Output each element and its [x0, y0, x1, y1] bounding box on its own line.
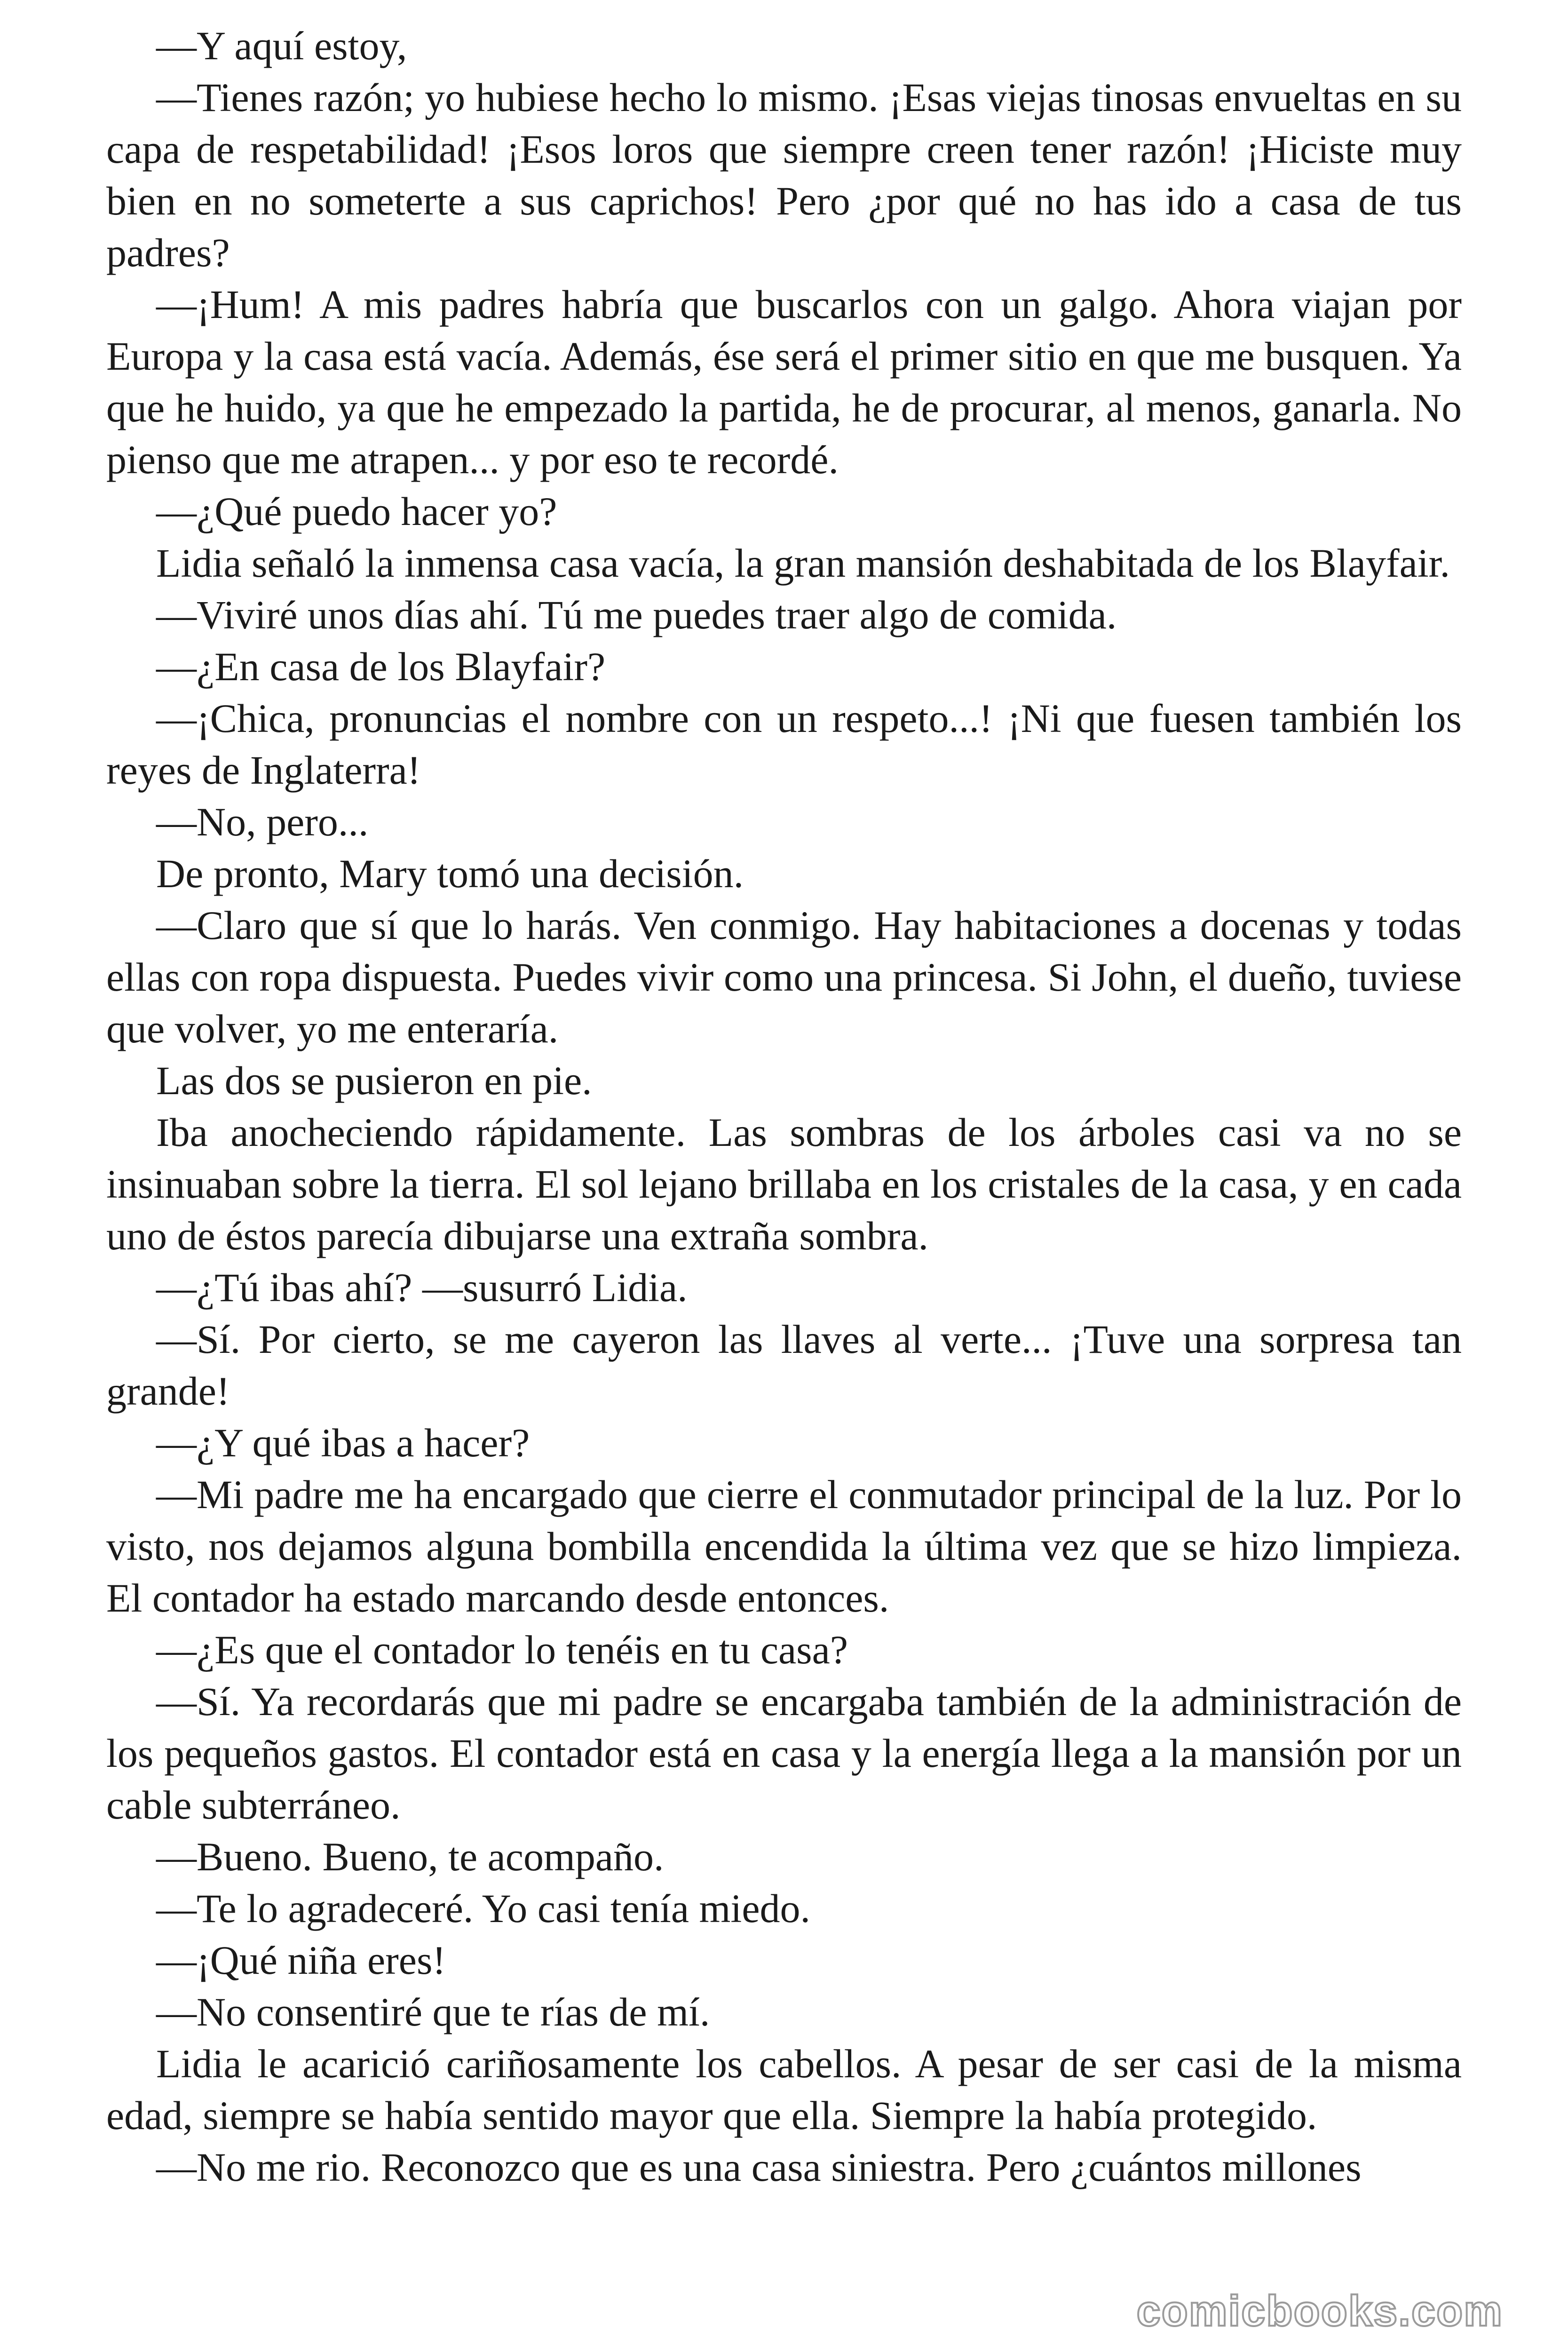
paragraph: Las dos se pusieron en pie.	[156, 1058, 592, 1103]
paragraph: —¡Qué niña eres!	[156, 1938, 446, 1983]
paragraph: Iba anocheciendo rápidamente. Las sombras de los árboles casi va no se insinuaban sobre la tierra. El sol lejano brillaba en los cristales de la casa, y en cada uno de éstos parecía dibujarse una extraña sombra.	[106, 1110, 1462, 1258]
paragraph: —Sí. Por cierto, se me cayeron las llaves al verte... ¡Tuve una sorpresa tan grande!	[106, 1317, 1462, 1414]
paragraph: De pronto, Mary tomó una decisión.	[156, 851, 744, 896]
paragraph: Lidia señaló la inmensa casa vacía, la gran mansión deshabitada de los Blayfair.	[156, 540, 1450, 586]
paragraph: —¿Y qué ibas a hacer?	[156, 1420, 530, 1465]
paragraph: —Sí. Ya recordarás que mi padre se encargaba también de la administración de los pequeños gastos. El contador está en casa y la energía llega a la mansión por un cable subterráneo.	[106, 1679, 1462, 1828]
paragraph: —¿Es que el contador lo tenéis en tu casa?	[156, 1627, 848, 1672]
paragraph: —Te lo agradeceré. Yo casi tenía miedo.	[156, 1886, 810, 1931]
paragraph: —¡Chica, pronuncias el nombre con un respeto...! ¡Ni que fuesen también los reyes de Inglaterra!	[106, 696, 1462, 793]
paragraph: —Claro que sí que lo harás. Ven conmigo. Hay habitaciones a docenas y todas ellas con ropa dispuesta. Puedes vivir como una princesa. Si John, el dueño, tuviese que volver, yo me enteraría.	[106, 903, 1462, 1051]
watermark: comicbooks.com	[1136, 2287, 1503, 2335]
paragraph: —No me rio. Reconozco que es una casa siniestra. Pero ¿cuántos millones	[156, 2145, 1362, 2190]
paragraph: —Tienes razón; yo hubiese hecho lo mismo. ¡Esas viejas tinosas envueltas en su capa de respetabilidad! ¡Esos loros que siempre creen tener razón! ¡Hiciste muy bien en no someterte a sus caprichos! Pero ¿por qué no has ido a casa de tus padres?	[106, 75, 1462, 275]
paragraph: —No, pero...	[156, 799, 369, 844]
paragraph: —No consentiré que te rías de mí.	[156, 1989, 710, 2034]
paragraph: —Mi padre me ha encargado que cierre el conmutador principal de la luz. Por lo visto, nos dejamos alguna bombilla encendida la última vez que se hizo limpieza. El contador ha estado marcando desde entonces.	[106, 1472, 1462, 1621]
paragraph: —¡Hum! A mis padres habría que buscarlos con un galgo. Ahora viajan por Europa y la casa está vacía. Además, ése será el primer sitio en que me busquen. Ya que he huido, ya que he empezado la partida, he de procurar, al menos, ganarla. No pienso que me atrapen... y por eso te recordé.	[106, 282, 1462, 482]
paragraph: Lidia le acarició cariñosamente los cabellos. A pesar de ser casi de la misma edad, siempre se había sentido mayor que ella. Siempre la había protegido.	[106, 2041, 1462, 2138]
paragraph: —¿Qué puedo hacer yo?	[156, 489, 557, 534]
paragraph: —Bueno. Bueno, te acompaño.	[156, 1834, 664, 1879]
paragraph: —Y aquí estoy,	[156, 23, 407, 68]
paragraph: —¿Tú ibas ahí? —susurró Lidia.	[156, 1265, 688, 1310]
paragraph: —¿En casa de los Blayfair?	[156, 644, 606, 689]
page-text	[106, 20, 1462, 2193]
paragraph: —Viviré unos días ahí. Tú me puedes traer algo de comida.	[156, 592, 1117, 637]
